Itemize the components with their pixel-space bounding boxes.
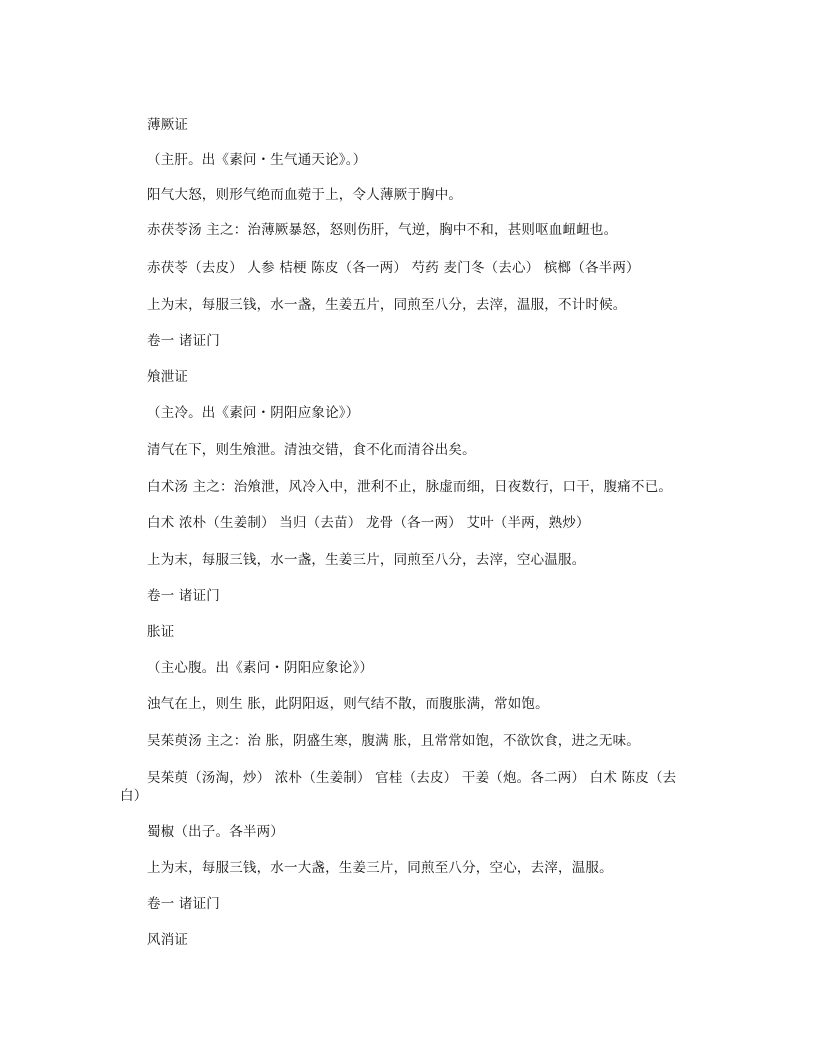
chapter-header: 卷一 诸证门 — [147, 588, 220, 604]
ingredients-line: 白术 浓朴（生姜制） 当归（去苗） 龙骨（各一两） 艾叶（半两，熟炒） — [147, 515, 590, 531]
chapter-header: 卷一 诸证门 — [147, 333, 220, 349]
source-note: （主肝。出《素问・生气通天论》。） — [147, 152, 367, 168]
ingredients-line: 吴茱萸（汤淘，炒） 浓朴（生姜制） 官桂（去皮） 干姜（炮。各二两） 白术 陈皮（去 — [147, 770, 677, 786]
chapter-header: 卷一 诸证门 — [147, 896, 220, 912]
section-title-bojue: 薄厥证 — [147, 117, 189, 133]
ingredients-line-continued: 白） — [120, 788, 148, 804]
formula-intro: 白术汤 主之：治飧泄，风冷入中，泄利不止，脉虚而细，日夜数行，口干，腹痛不已。 — [147, 479, 673, 495]
ingredients-line: 蜀椒（出子。各半两） — [147, 824, 284, 840]
preparation-line: 上为末，每服三钱，水一盏，生姜三片，同煎至八分，去滓，空心温服。 — [147, 552, 586, 568]
text-paragraph: 阳气大怒，则形气绝而血菀于上，令人薄厥于胸中。 — [147, 187, 463, 203]
formula-intro: 赤茯苓汤 主之：治薄厥暴怒，怒则伤肝，气逆，胸中不和，甚则呕血衄衄也。 — [147, 222, 618, 238]
preparation-line: 上为末，每服三钱，水一盏，生姜五片，同煎至八分，去滓，温服，不计时候。 — [147, 297, 627, 313]
text-paragraph: 浊气在上，则生 胀，此阴阳返，则气结不散，而腹胀满，常如饱。 — [147, 696, 549, 712]
source-note: （主心腹。出《素问・阴阳应象论》） — [147, 660, 374, 676]
text-paragraph: 清气在下，则生飧泄。清浊交错，食不化而清谷出矣。 — [147, 442, 476, 458]
formula-intro: 吴茱萸汤 主之：治 胀，阴盛生寒，腹满 胀，且常常如饱，不欲饮食，进之无味。 — [147, 733, 640, 749]
section-title-fengxiao: 风消证 — [147, 932, 189, 948]
preparation-line: 上为末，每服三钱，水一大盏，生姜三片，同煎至八分，空心，去滓，温服。 — [147, 860, 613, 876]
section-title-zhang: 胀证 — [147, 624, 175, 640]
source-note: （主冷。出《素问・阴阳应象论》） — [147, 405, 360, 421]
section-title-sunxie: 飧泄证 — [147, 369, 189, 385]
ingredients-line: 赤茯苓（去皮） 人参 桔梗 陈皮（各一两） 芍药 麦门冬（去心） 槟榔（各半两） — [147, 260, 640, 276]
